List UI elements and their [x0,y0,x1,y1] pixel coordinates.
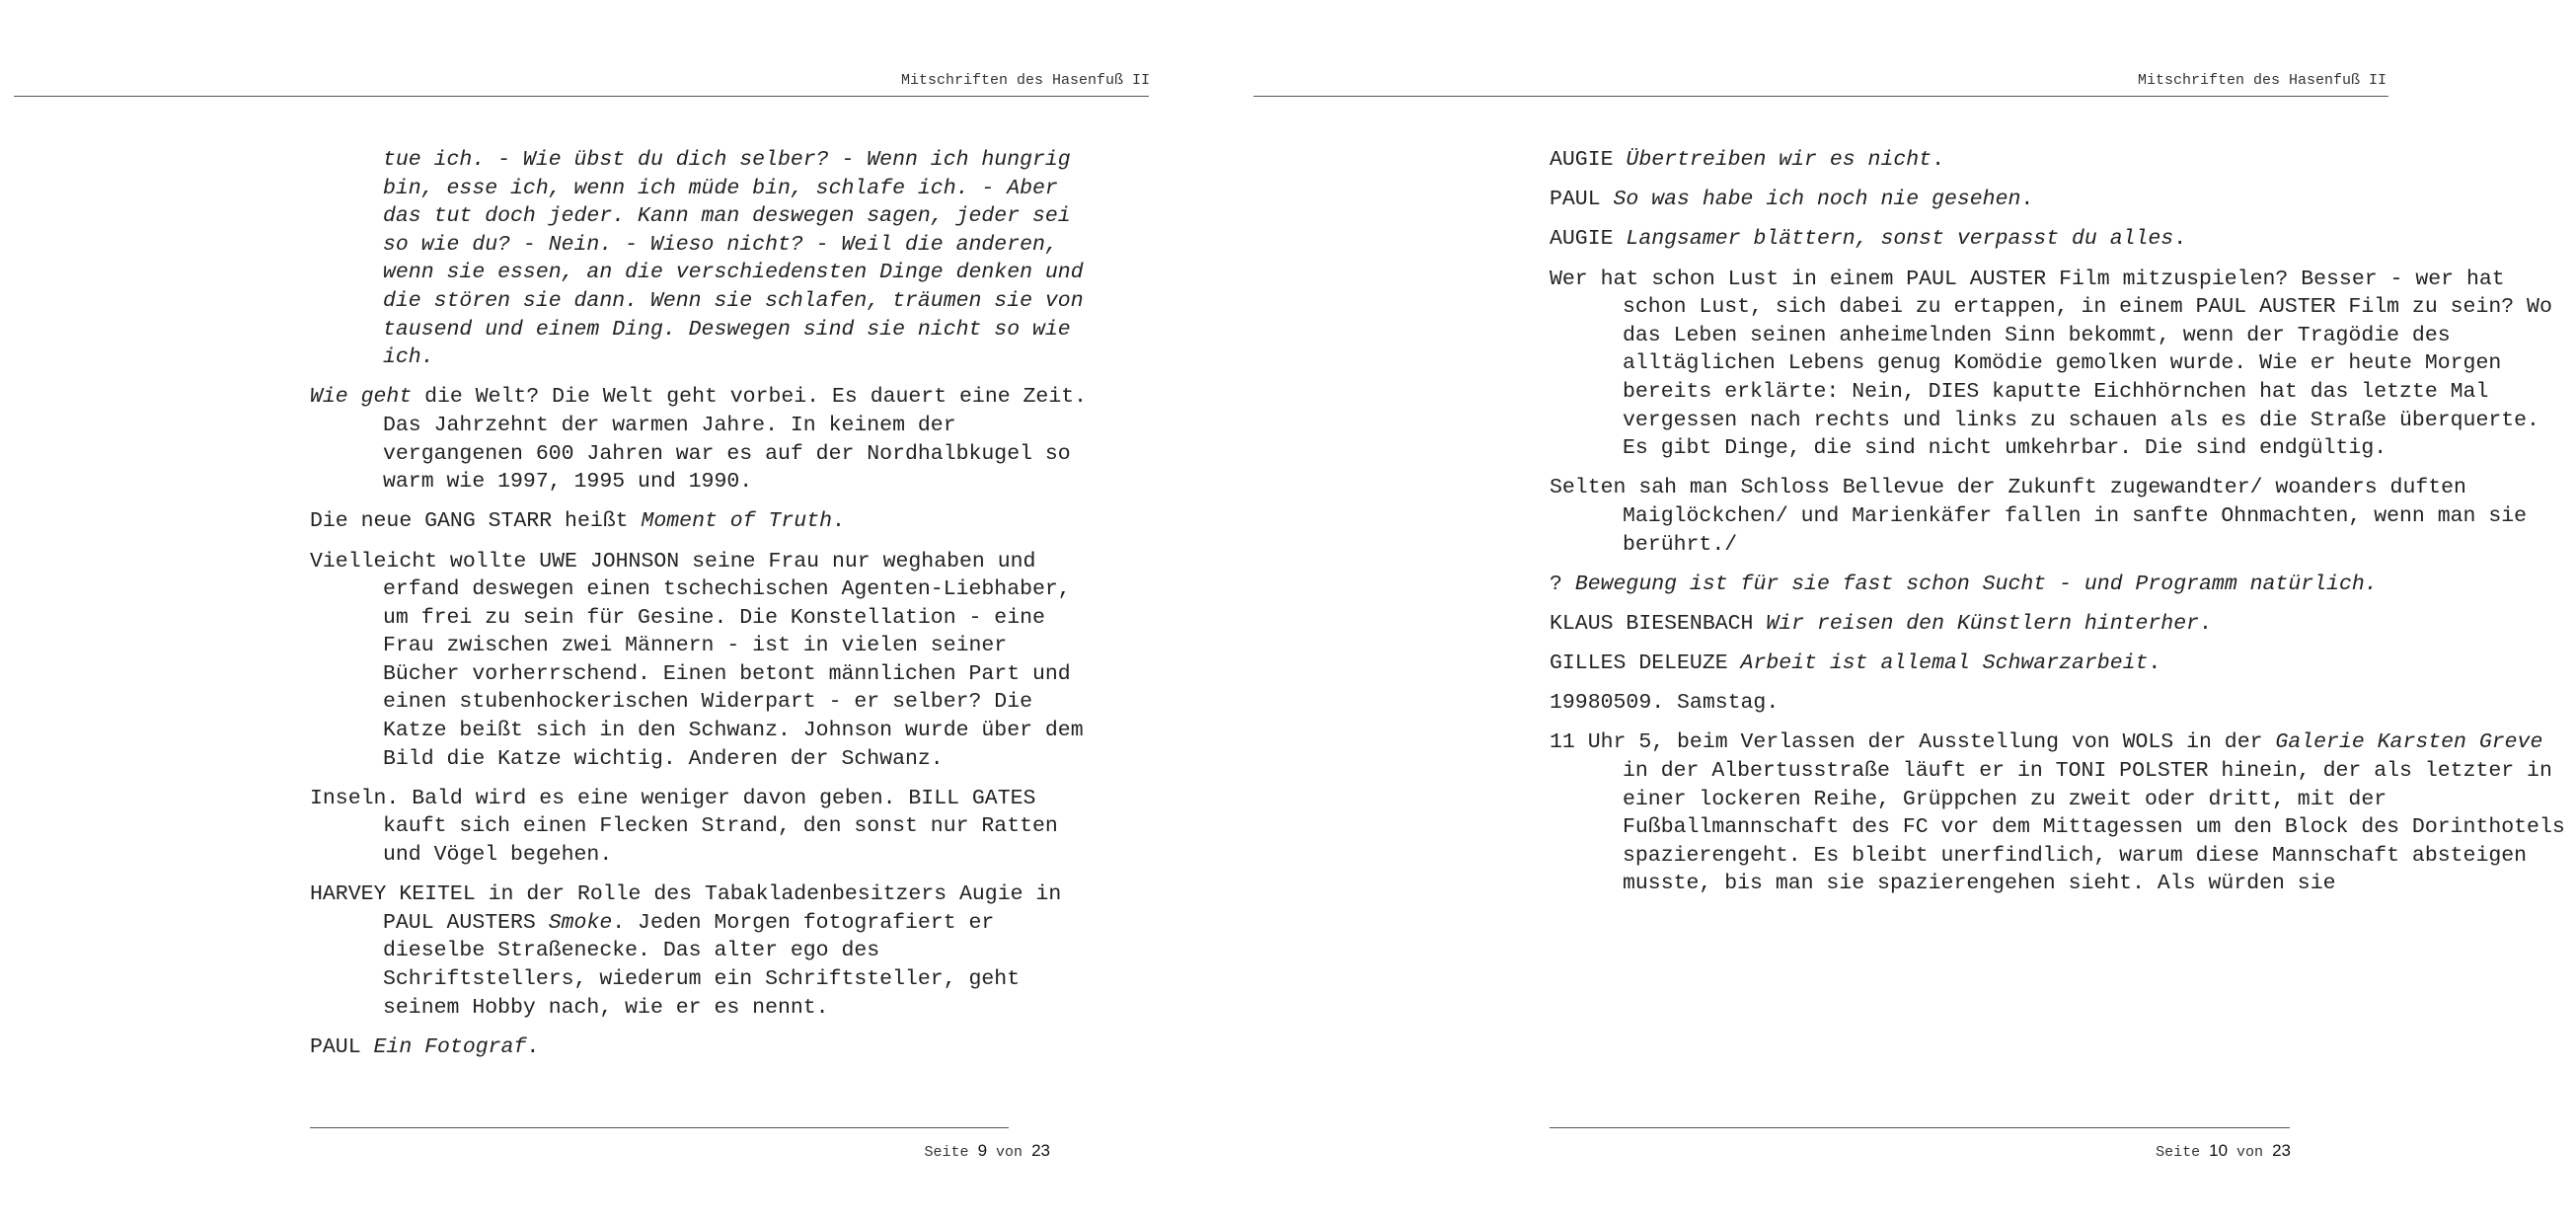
text-run: HARVEY KEITEL in der Rolle des Tabakladenbesitzers Augie in PAUL AUSTERS [310,882,1062,935]
text-run: die Welt? Die Welt geht vorbei. Es dauert eine Zeit. Das Jahrzehnt der warmen Jahre. In keinem der vergangenen 600 Jahren war es auf der Nordhalbkugel so warm wie 1997, 1995 und 1990. [383,385,1088,495]
footer-page-total: 23 [2272,1141,2291,1160]
text-run: . [2148,651,2161,676]
text-run: Selten sah man Schloss Bellevue der Zukunft zugewandter/ woanders duften Maiglöckchen/ und Marienkäfer fallen in sanfte Ohnmachten, wenn man sie berührt./ [1550,476,2528,557]
italic-text-run: Galerie Karsten Greve [2275,730,2543,755]
page-body [1550,146,2576,910]
paragraph [310,548,1090,774]
page-number-footer [2156,1141,2291,1161]
footer-seite-label: Seite [924,1144,969,1161]
left-page [0,0,1224,1224]
footer-von-label: von [2236,1144,2264,1161]
footer-divider [1550,1127,2290,1128]
footer-page-total: 23 [1031,1141,1050,1160]
italic-text-run: Ein Fotograf [373,1034,527,1059]
text-run: in der Albertusstraße läuft er in TONI POLSTER hinein, der als letzter in einer lockeren Reihe, Grüppchen zu zweit oder dritt, mit der Fußballmannschaft des FC vor dem Mittagessen um den Block des Dorinthotels spazierengeht. Es bleibt unerfindlich, warum diese Mannschaft absteigen musste, bis man sie spazierengehen sieht. Als würden sie [1623,759,2565,896]
paragraph [1550,225,2576,254]
paragraph [1550,610,2576,639]
running-header: Mitschriften des Hasenfuß II [2137,72,2387,89]
paragraph [1550,266,2576,463]
text-run: . [2199,611,2212,636]
text-run: . [1932,148,1944,172]
italic-text-run: So was habe ich noch nie gesehen [1613,188,2021,212]
footer-seite-label: Seite [2156,1144,2201,1161]
italic-text-run: Übertreiben wir es nicht [1626,148,1932,172]
paragraph [310,785,1090,870]
paragraph [310,880,1090,1022]
paragraph [1550,689,2576,718]
text-run: PAUL [1550,188,1614,212]
italic-text-run: Smoke [548,910,613,935]
text-run: AUGIE [1550,148,1627,172]
right-page [1224,0,2565,1224]
text-run: Wer hat schon Lust in einem PAUL AUSTER Film mitzuspielen? Besser - wer hat schon Lust, sich dabei zu ertappen, in einem PAUL AUSTER Film zu sein? Wo das Leben seinen anheimelnden Sinn bekommt, wenn der Tragödie des alltäglichen Lebens genug Komödie gemolken wurde. Wie er heute Morgen bereits erklärte: Nein, DIES kaputte Eichhörnchen hat das letzte Mal vergessen nach rechts und links zu schauen als es die Straße überquerte. Es gibt Dinge, die sind nicht umkehrbar. Die sind endgültig. [1550,267,2552,461]
footer-page-number: 9 [977,1141,988,1160]
text-run: PAUL [310,1034,374,1059]
italic-text-run: Langsamer blättern, sonst verpasst du alles [1626,227,2174,252]
text-run: 11 Uhr 5, beim Verlassen der Ausstellung von WOLS in der [1550,730,2276,755]
text-run: . [526,1034,540,1059]
text-run: . [2173,227,2187,252]
italic-text-run: Bewegung ist für sie fast schon Sucht - und Programm natürlich. [1574,572,2378,596]
footer-page-number: 10 [2209,1141,2229,1160]
text-run: Inseln. Bald wird es eine weniger davon geben. BILL GATES kauft sich einen Flecken Strand, den sonst nur Ratten und Vögel begehen. [310,786,1058,868]
italic-text-run: Wir reisen den Künstlern hinterher [1766,611,2200,636]
text-run: 19980509. Samstag. [1550,691,1780,716]
paragraph [310,146,1090,372]
header-divider [1253,96,2388,97]
text-run: . [832,509,845,534]
text-run: ? [1550,572,1575,596]
footer-von-label: von [996,1144,1023,1161]
paragraph [1550,650,2576,678]
text-run: Vielleicht wollte UWE JOHNSON seine Frau nur weghaben und erfand deswegen einen tschechischen Agenten-Liebhaber, um frei zu sein für Gesine. Die Konstellation - eine Frau zwischen zwei Männern - ist in vielen seiner Bücher vorherrschend. Einen betont männlichen Part und einen stubenhockerischen Widerpart - er selber? Die Katze beißt sich in den Schwanz. Johnson wurde über dem Bild die Katze wichtig. Anderen der Schwanz. [310,549,1084,771]
paragraph [310,383,1090,496]
paragraph [1550,728,2576,898]
text-run: GILLES DELEUZE [1550,651,1741,676]
paragraph [1550,571,2576,599]
paragraph [310,507,1090,536]
header-divider [14,96,1149,97]
page-number-footer [925,1141,1050,1161]
paragraph [1550,146,2576,175]
paragraph [310,1033,1090,1062]
italic-text-run: Arbeit ist allemal Schwarzarbeit [1740,651,2149,676]
text-run: KLAUS BIESENBACH [1550,611,1767,636]
page-body [310,146,1090,1073]
paragraph [1550,186,2576,214]
italic-text-run: tue ich. - Wie übst du dich selber? - Wenn ich hungrig bin, esse ich, wenn ich müde bin, schlafe ich. - Aber das tut doch jeder. Kann man deswegen sagen, jeder sei so wie du? - Nein. - Wieso nicht? - Weil die anderen, wenn sie essen, an die verschiedensten Dinge denken und die stören sie dann. Wenn sie schlafen, träumen sie von tausend und einem Ding. Deswegen sind sie nicht so wie ich. [383,148,1084,370]
running-header: Mitschriften des Hasenfuß II [900,72,1150,89]
text-run: . [2020,188,2034,212]
text-run: . Jeden Morgen fotografiert er dieselbe Straßenecke. Das alter ego des Schriftstellers, wiederum ein Schriftsteller, geht seinem Hobby nach, wie er es nennt. [383,910,1021,1020]
text-run: AUGIE [1550,227,1627,252]
text-run: Die neue GANG STARR heißt [310,509,642,534]
italic-text-run: Moment of Truth [641,509,833,534]
paragraph [1550,474,2576,559]
italic-text-run: Wie geht [310,385,413,410]
footer-divider [310,1127,1009,1128]
